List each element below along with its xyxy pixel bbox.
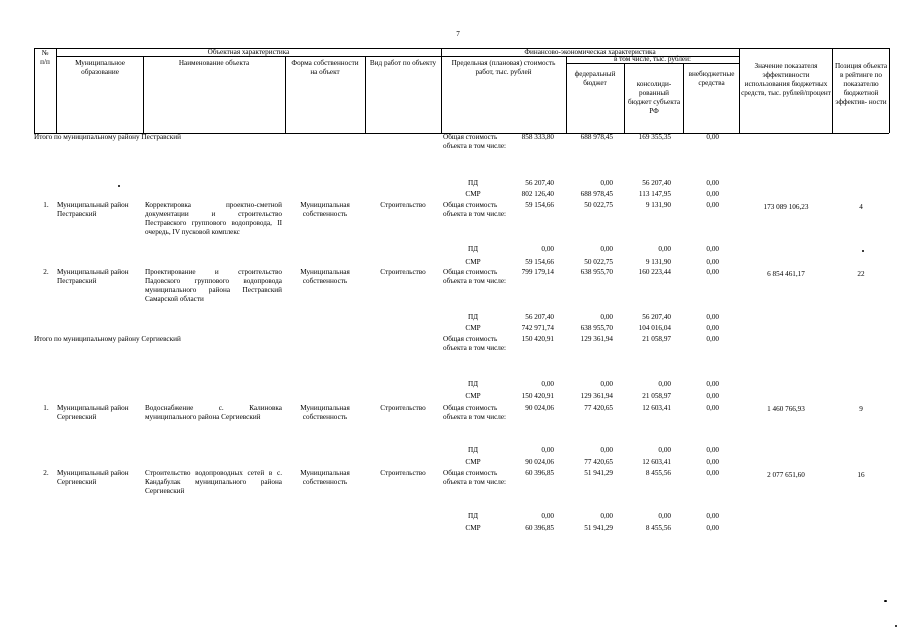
section-total-label: Итого по муниципальному району Сергиевский [34,335,181,343]
item-work: Строительство [380,469,426,477]
total-cost-label: Общая стоимость объекта в том числе: [443,268,507,285]
item-smr-fed: 50 022,75 [584,258,613,266]
item-name: Строительство водопроводных сетей в с. Кандабулак муниципального района Сергиевский [145,469,282,495]
item-num: 1. [43,201,49,209]
header-max-cost: Предельная (плановая) стоимость работ, тыс. рублей [451,59,556,76]
header-consolidated: консолиди- рованный бюджет субъекта РФ [627,80,681,115]
smr-label: СМР [465,324,481,332]
pd-label: ПД [467,313,479,321]
item-municipality: Муниципальный район Пестравский [57,268,129,285]
section-pd-total: 0,00 [541,380,554,388]
item-smr-total: 60 396,85 [525,524,554,532]
pd-label: ПД [467,446,479,454]
section-smr-cons: 21 058,97 [642,392,671,400]
item-pd-total: 56 207,40 [525,313,554,321]
smr-label: СМР [465,392,481,400]
page-number: 7 [456,30,460,38]
item-pd-cons: 0,00 [658,446,671,454]
item-smr-fed: 51 941,29 [584,524,613,532]
item-total-fed: 77 420,65 [584,404,613,412]
section-total-label: Итого по муниципальному району Пестравский [34,133,181,141]
header-work-type: Вид работ по объекту [369,59,437,67]
item-total-cons: 8 455,56 [645,469,671,477]
item-pd-extra: 0,00 [706,446,719,454]
header-incl: в том числе, тыс. рублей: [614,55,691,63]
item-work: Строительство [380,404,426,412]
total-cost-label: Общая стоимость объекта в том числе: [443,201,507,218]
item-smr-cons: 104 016,04 [638,324,671,332]
item-rank: 9 [859,405,863,413]
item-smr-total: 90 024,06 [525,458,554,466]
item-total-extra: 0,00 [706,469,719,477]
scan-speck [862,250,864,252]
header-finance-group: Финансово-экономическая характеристика [524,48,656,56]
section-pd-fed: 0,00 [600,380,613,388]
header-ownership: Форма собственности на объект [291,59,359,76]
pd-label: ПД [467,245,479,253]
item-efficiency: 173 089 106,23 [763,203,809,211]
item-smr-cons: 8 455,56 [645,524,671,532]
item-pd-extra: 0,00 [706,245,719,253]
item-ownership: Муниципальная собственность [300,268,350,285]
smr-label: СМР [465,190,481,198]
section-pd-extra: 0,00 [706,179,719,187]
section-pd-cons: 0,00 [658,380,671,388]
item-ownership: Муниципальная собственность [300,404,350,421]
item-ownership: Муниципальная собственность [300,201,350,218]
item-num: 2. [43,469,49,477]
section-pd-total: 56 207,40 [525,179,554,187]
item-smr-cons: 12 603,41 [642,458,671,466]
scan-speck [884,600,887,602]
scan-speck [118,185,120,187]
col-border [624,63,625,133]
header-num: № [41,49,49,57]
item-total-extra: 0,00 [706,404,719,412]
item-pd-extra: 0,00 [706,512,719,520]
item-pd-fed: 0,00 [600,245,613,253]
item-pd-fed: 0,00 [600,313,613,321]
header-municipality: Муниципальное образование [75,59,125,76]
total-cost-label: Общая стоимость объекта в том числе: [443,133,507,150]
item-pd-cons: 0,00 [658,245,671,253]
header-rank: Позиция объекта в рейтинге по показателю бюджетной эффектив- ности [834,62,888,106]
section-total-cons: 169 355,35 [638,133,671,141]
section-smr-total: 150 420,91 [521,392,554,400]
item-pd-cons: 56 207,40 [642,313,671,321]
smr-label: СМР [465,524,481,532]
header-efficiency: Значение показателя эффективности использования бюджетных средств, тыс. рублей/процент [741,62,831,97]
section-smr-extra: 0,00 [706,392,719,400]
item-municipality: Муниципальный район Сергиевский [57,404,129,421]
item-total-extra: 0,00 [706,201,719,209]
total-cost-label: Общая стоимость объекта в том числе: [443,404,507,421]
section-total-total: 150 420,91 [521,335,554,343]
pd-label: ПД [467,179,479,187]
item-smr-fed: 638 955,70 [580,324,613,332]
item-smr-total: 742 971,74 [521,324,554,332]
item-name: Проектирование и строительство Падовского группового водопровода муниципального района Пестравский Самарской области [145,268,282,303]
smr-label: СМР [465,258,481,266]
section-smr-cons: 113 147,95 [638,190,671,198]
item-efficiency: 1 460 766,93 [767,405,805,413]
col-border [566,56,567,133]
item-municipality: Муниципальный район Пестравский [57,201,129,218]
total-cost-label: Общая стоимость объекта в том числе: [443,469,507,486]
header-extra: внебюджетные средства [688,70,735,87]
col-border [739,48,740,133]
item-total-fed: 638 955,70 [580,268,613,276]
item-smr-extra: 0,00 [706,458,719,466]
item-total-cons: 160 223,44 [638,268,671,276]
item-efficiency: 6 854 461,17 [767,270,805,278]
section-total-total: 858 333,80 [521,133,554,141]
item-smr-total: 59 154,66 [525,258,554,266]
item-pd-fed: 0,00 [600,446,613,454]
item-ownership: Муниципальная собственность [300,469,350,486]
header-num-2: п/п [40,58,50,66]
section-pd-extra: 0,00 [706,380,719,388]
item-num: 1. [43,404,49,412]
pd-label: ПД [467,512,479,520]
item-total-fed: 50 022,75 [584,201,613,209]
col-border [832,48,833,133]
section-total-extra: 0,00 [706,335,719,343]
item-name: Корректировка проектно-сметной документации и строительство Пестравского группового водопровода, II очередь, IV пусковой комплекс [145,201,282,236]
item-total-extra: 0,00 [706,268,719,276]
scan-speck [895,625,897,627]
item-smr-extra: 0,00 [706,524,719,532]
item-smr-extra: 0,00 [706,258,719,266]
section-smr-extra: 0,00 [706,190,719,198]
item-efficiency: 2 077 651,60 [767,471,805,479]
item-total-total: 60 396,85 [525,469,554,477]
item-pd-total: 0,00 [541,245,554,253]
item-pd-total: 0,00 [541,512,554,520]
item-smr-fed: 77 420,65 [584,458,613,466]
item-work: Строительство [380,268,426,276]
item-total-fed: 51 941,29 [584,469,613,477]
item-name: Водоснабжение с. Калиновка муниципального района Сергиевский [145,404,282,421]
pd-label: ПД [467,380,479,388]
item-rank: 16 [857,471,865,479]
section-smr-total: 802 126,40 [521,190,554,198]
item-num: 2. [43,268,49,276]
section-pd-cons: 56 207,40 [642,179,671,187]
item-work: Строительство [380,201,426,209]
item-smr-cons: 9 131,90 [645,258,671,266]
section-pd-fed: 0,00 [600,179,613,187]
item-smr-extra: 0,00 [706,324,719,332]
item-total-total: 799 179,14 [521,268,554,276]
item-total-total: 59 154,66 [525,201,554,209]
section-total-extra: 0,00 [706,133,719,141]
item-total-total: 90 024,06 [525,404,554,412]
item-pd-cons: 0,00 [658,512,671,520]
header-federal: федеральный бюджет [574,70,616,87]
section-total-fed: 688 978,45 [580,133,613,141]
col-border [889,48,890,133]
col-border [365,56,366,133]
item-pd-fed: 0,00 [600,512,613,520]
item-pd-extra: 0,00 [706,313,719,321]
smr-label: СМР [465,458,481,466]
section-total-cons: 21 058,97 [642,335,671,343]
header-object-name: Наименование объекта [178,59,250,67]
item-rank: 4 [859,203,863,211]
section-smr-fed: 129 361,94 [580,392,613,400]
section-smr-fed: 688 978,45 [580,190,613,198]
item-total-cons: 9 131,90 [645,201,671,209]
col-border [56,48,57,133]
header-object-group: Объектная характеристика [207,48,290,56]
item-rank: 22 [857,270,865,278]
total-cost-label: Общая стоимость объекта в том числе: [443,335,507,352]
section-total-fed: 129 361,94 [580,335,613,343]
col-border [285,56,286,133]
item-municipality: Муниципальный район Сергиевский [57,469,129,486]
item-total-cons: 12 603,41 [642,404,671,412]
item-pd-total: 0,00 [541,446,554,454]
